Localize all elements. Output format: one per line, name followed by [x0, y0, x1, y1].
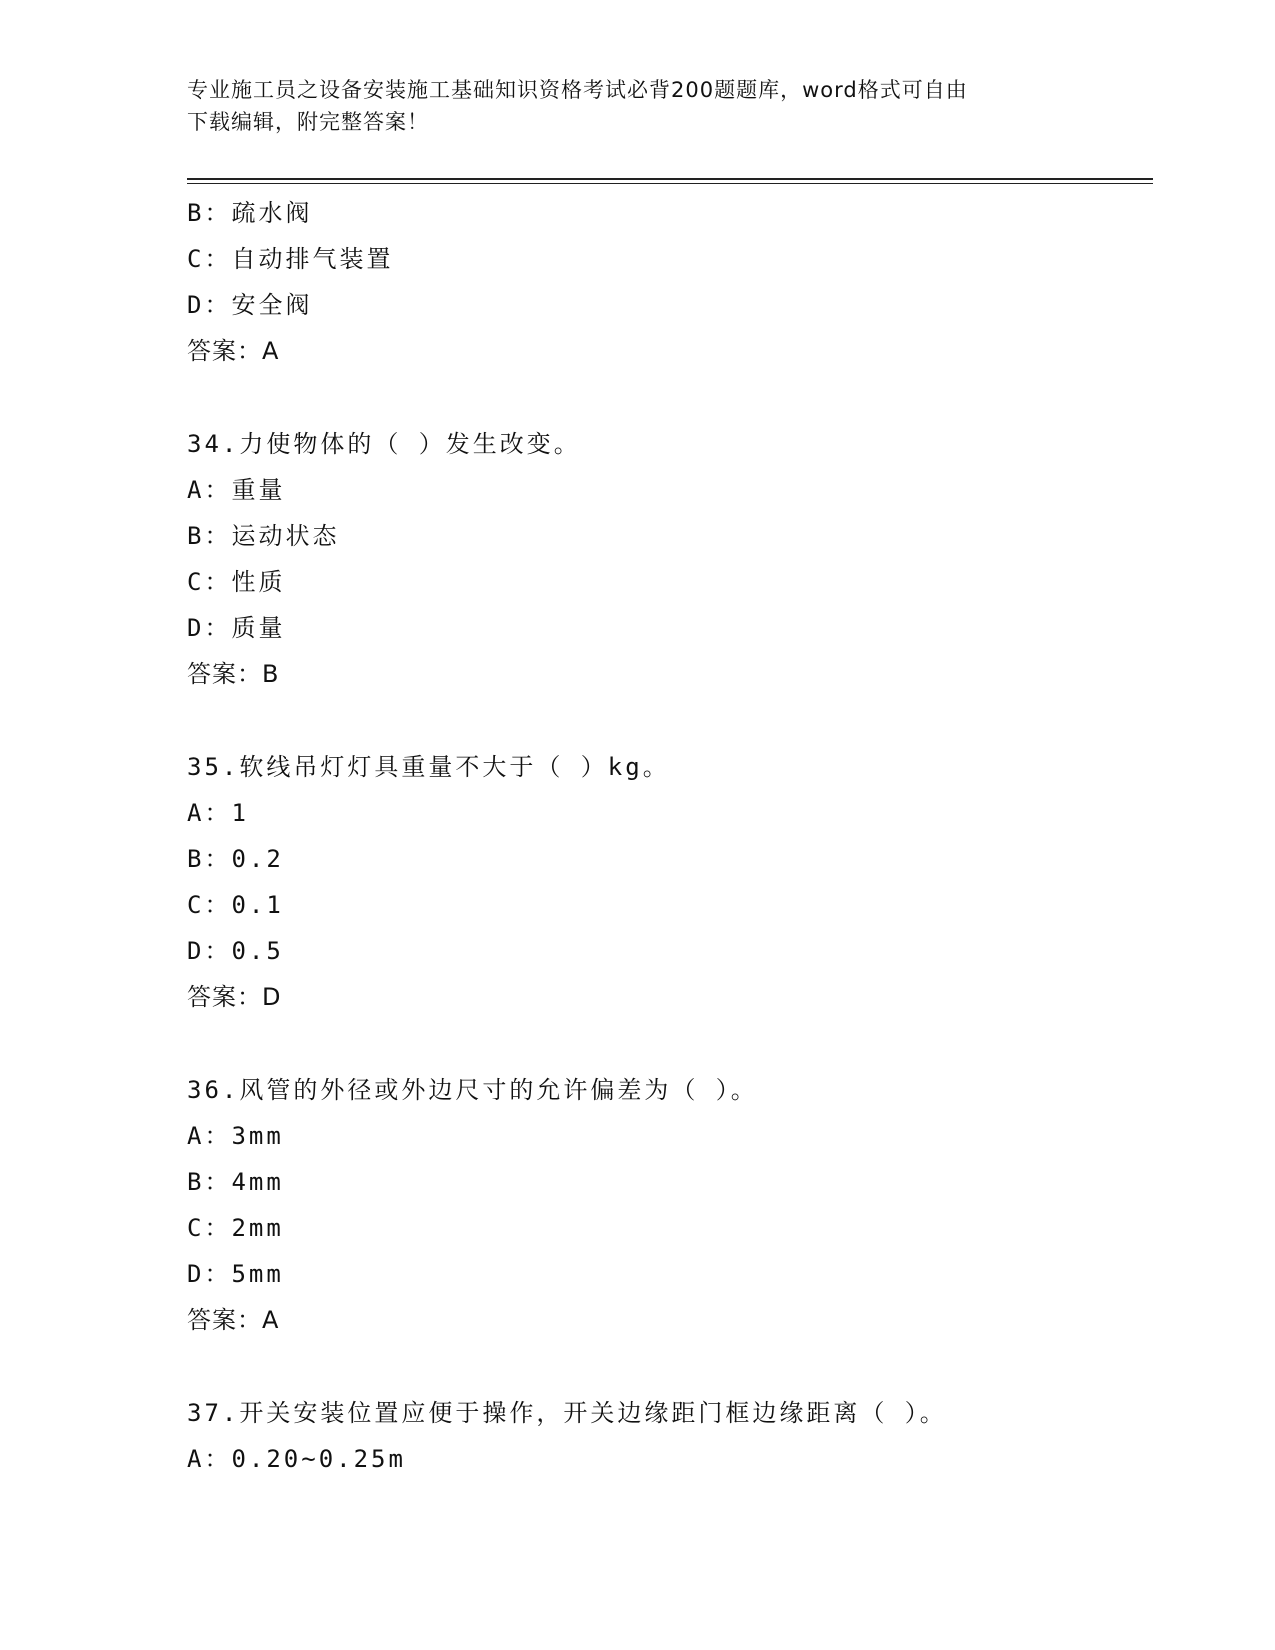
answer-line: 答案：B	[187, 660, 280, 688]
option-d: D：0.5	[187, 937, 284, 965]
question-stem: 36.风管的外径或外边尺寸的允许偏差为（ ）。	[187, 1076, 758, 1104]
option-a: A：3mm	[187, 1122, 284, 1150]
header-line-1: 专业施工员之设备安装施工基础知识资格考试必背200题题库，word格式可自由	[187, 78, 968, 102]
option-d: D：安全阀	[187, 291, 313, 319]
option-b: B：4mm	[187, 1168, 284, 1196]
option-d: D：质量	[187, 614, 286, 642]
option-c: C：自动排气装置	[187, 245, 394, 273]
option-a: A：1	[187, 799, 249, 827]
document-header	[187, 74, 1087, 138]
option-a: A：0.20~0.25m	[187, 1445, 406, 1473]
option-c: C：2mm	[187, 1214, 284, 1242]
option-a: A：重量	[187, 476, 286, 504]
header-divider-thin	[187, 183, 1153, 184]
question-block-continued	[187, 190, 1147, 374]
question-block-35	[187, 744, 1147, 1020]
question-stem: 37.开关安装位置应便于操作，开关边缘距门框边缘距离（ ）。	[187, 1399, 947, 1427]
option-c: C：0.1	[187, 891, 284, 919]
question-stem: 35.软线吊灯灯具重量不大于（ ）kg。	[187, 753, 670, 781]
question-block-34	[187, 421, 1147, 697]
option-b: B：0.2	[187, 845, 284, 873]
answer-line: 答案：A	[187, 1306, 280, 1334]
question-stem: 34.力使物体的（ ）发生改变。	[187, 430, 581, 458]
option-c: C：性质	[187, 568, 286, 596]
header-divider-thick	[187, 178, 1153, 180]
question-block-36	[187, 1067, 1147, 1343]
question-list	[187, 190, 1147, 1482]
question-block-37	[187, 1390, 1147, 1482]
option-b: B：疏水阀	[187, 199, 313, 227]
header-line-2: 下载编辑，附完整答案！	[187, 110, 429, 134]
answer-line: 答案：A	[187, 337, 280, 365]
answer-line: 答案：D	[187, 983, 282, 1011]
option-d: D：5mm	[187, 1260, 284, 1288]
option-b: B：运动状态	[187, 522, 340, 550]
